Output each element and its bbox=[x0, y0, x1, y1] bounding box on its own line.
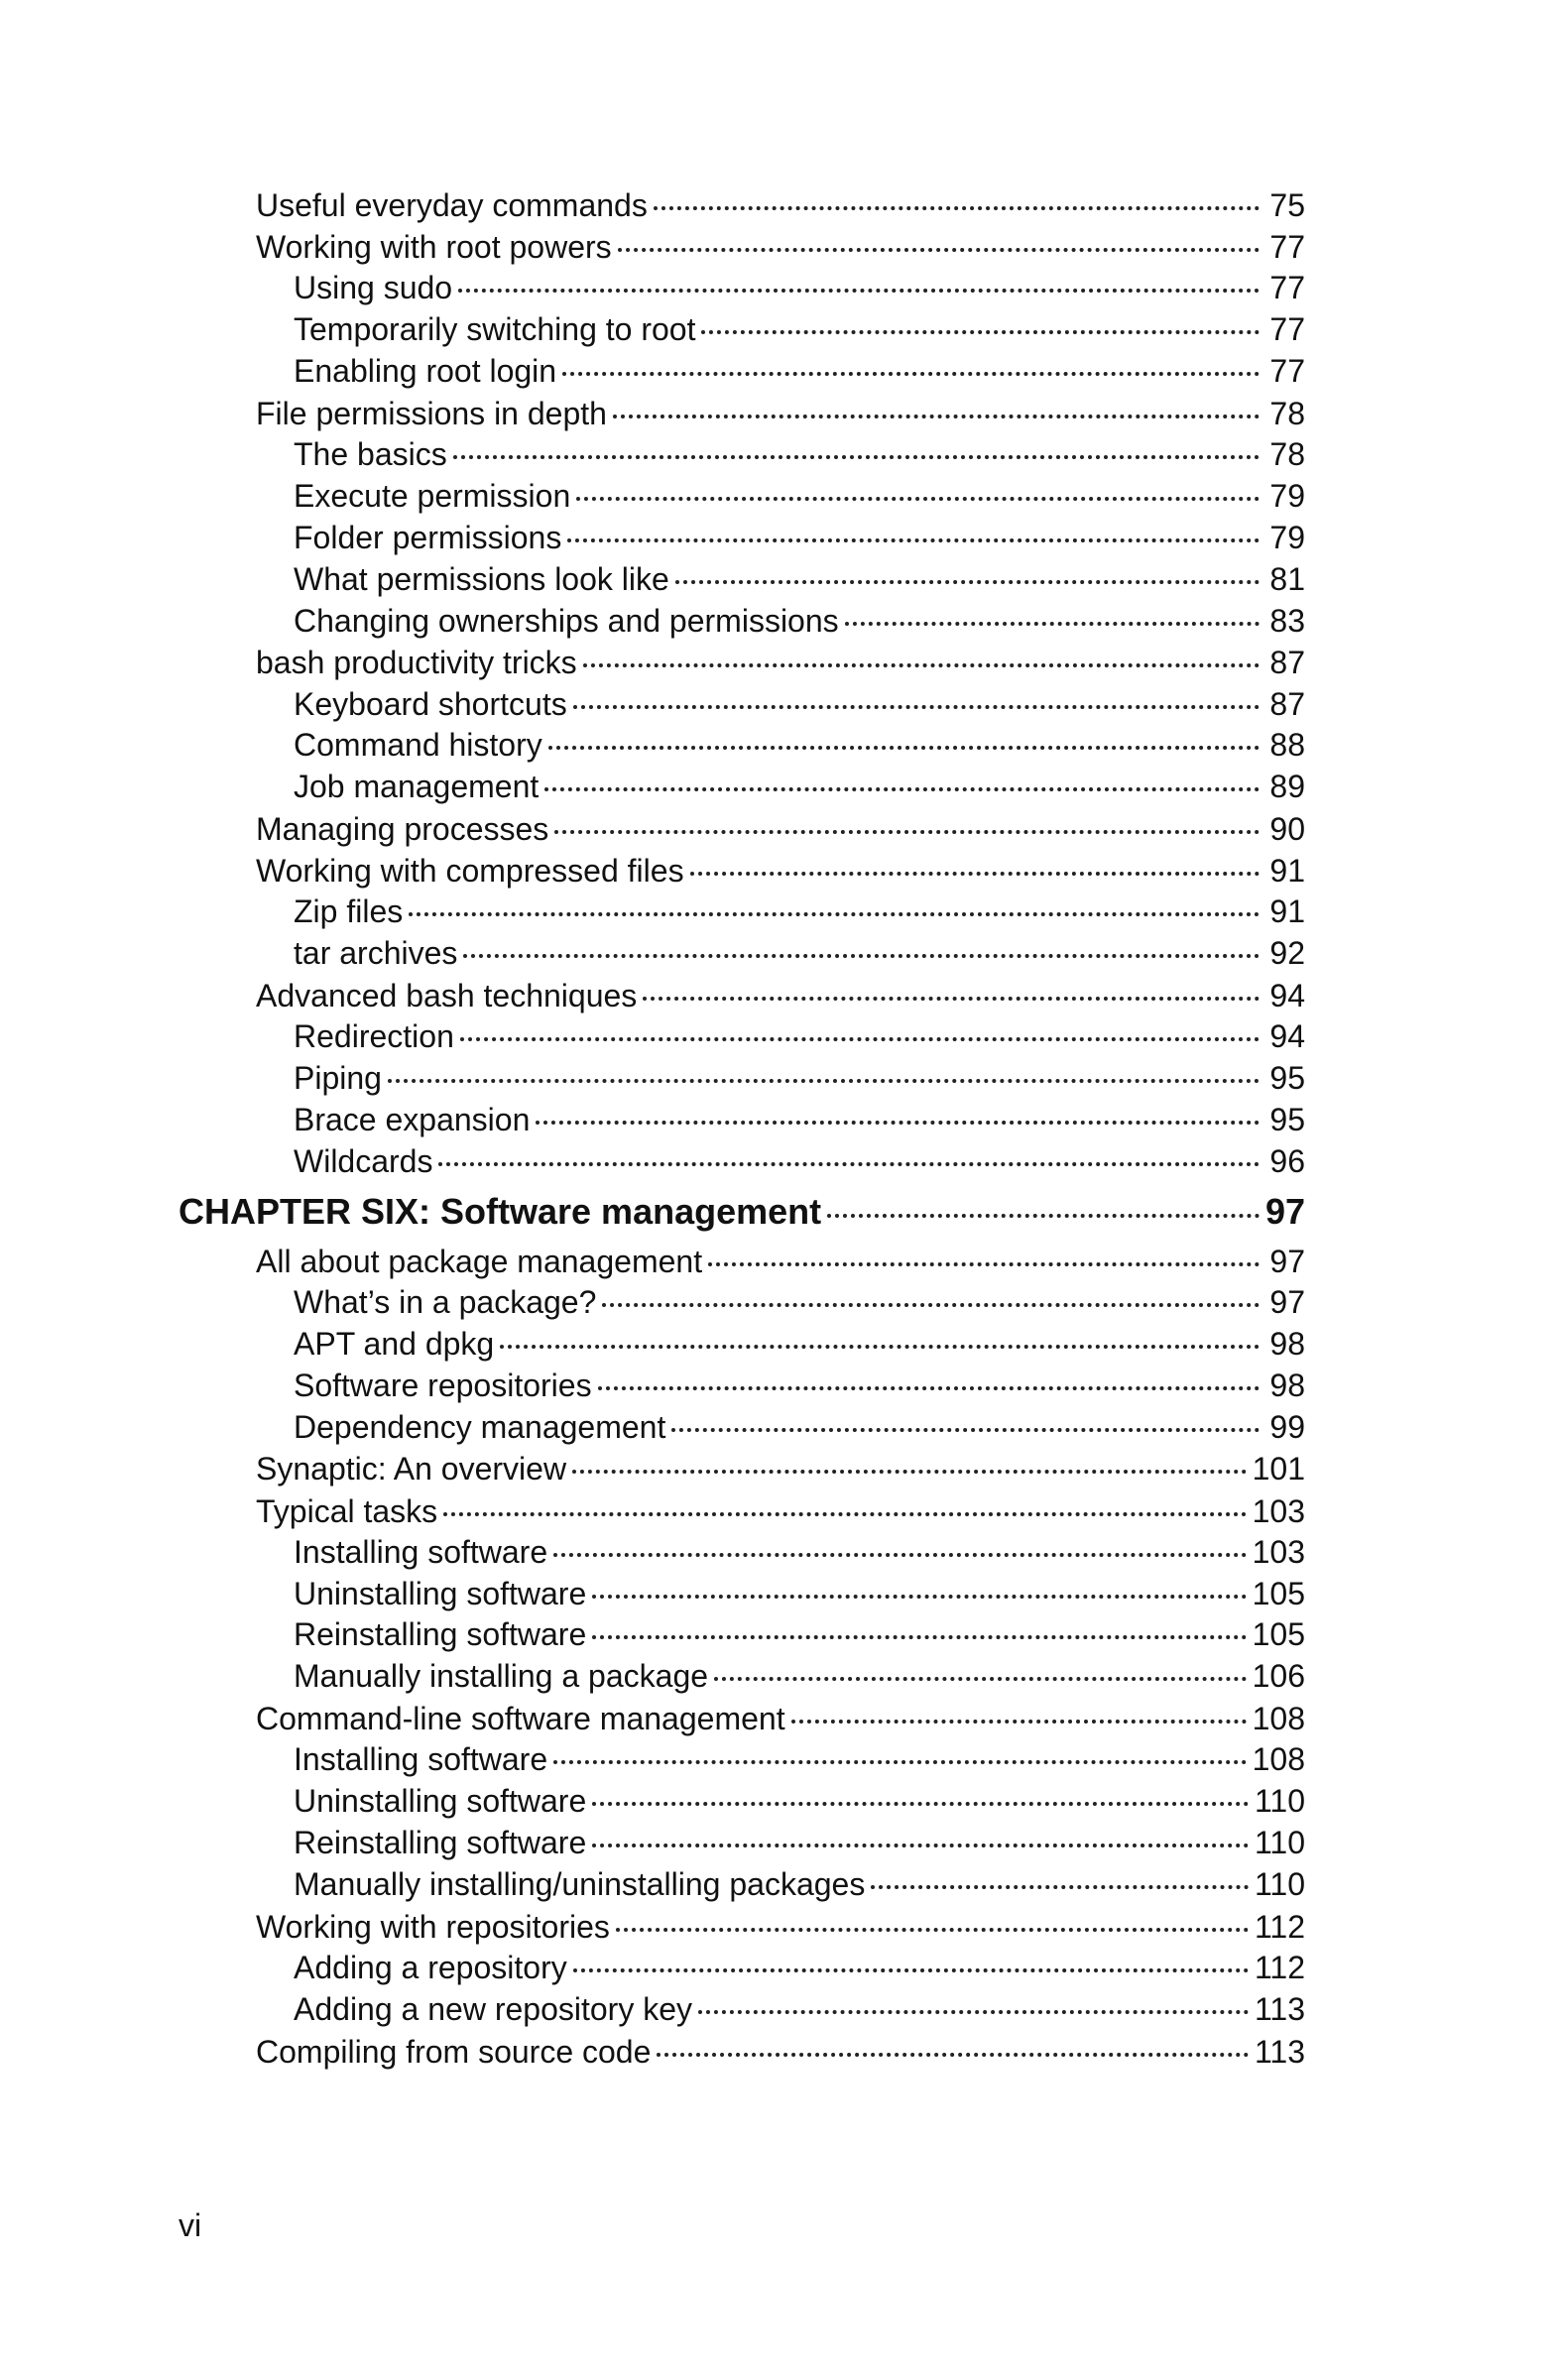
toc-entry-page: 78 bbox=[1269, 395, 1305, 431]
dot-leader bbox=[572, 1470, 1247, 1474]
dot-leader bbox=[438, 1162, 1260, 1166]
toc-entry bbox=[179, 1407, 1305, 1449]
toc-entry bbox=[179, 1241, 1305, 1282]
toc-entry bbox=[179, 268, 1305, 309]
toc-entry-title: File permissions in depth bbox=[256, 395, 607, 431]
toc-entry bbox=[179, 1366, 1305, 1407]
toc-entry-title: All about package management bbox=[256, 1243, 703, 1279]
toc-entry-title: Adding a repository bbox=[294, 1949, 567, 1985]
dot-leader bbox=[616, 1928, 1249, 1932]
dot-leader bbox=[618, 248, 1260, 252]
dot-leader bbox=[388, 1079, 1260, 1083]
toc-entry-title: Using sudo bbox=[294, 270, 453, 306]
toc-entry-page: 91 bbox=[1269, 853, 1305, 890]
toc-entry-page: 97 bbox=[1269, 1283, 1305, 1320]
toc-entry-page: 77 bbox=[1269, 229, 1305, 266]
toc-entry-page: 105 bbox=[1252, 1575, 1305, 1611]
toc-entry bbox=[179, 1739, 1305, 1781]
toc-entry bbox=[179, 2031, 1305, 2073]
toc-entry-page: 92 bbox=[1269, 935, 1305, 972]
dot-leader bbox=[460, 1037, 1260, 1041]
toc-entry-page: 95 bbox=[1269, 1060, 1305, 1097]
toc-entry-page: 79 bbox=[1269, 519, 1305, 555]
toc-entry bbox=[179, 767, 1305, 808]
dot-leader bbox=[554, 830, 1260, 834]
toc-entry-title: Managing processes bbox=[256, 811, 549, 848]
toc-entry bbox=[179, 434, 1305, 476]
toc-entry-title: Installing software bbox=[294, 1533, 548, 1570]
dot-leader bbox=[701, 330, 1260, 334]
toc-entry-page: 95 bbox=[1269, 1102, 1305, 1138]
toc-entry-page: 83 bbox=[1269, 602, 1305, 639]
toc-chapter-entry bbox=[179, 1183, 1305, 1241]
toc-entry-title: Folder permissions bbox=[294, 519, 562, 555]
toc-entry-title: Command history bbox=[294, 727, 542, 764]
toc-entry bbox=[179, 1100, 1305, 1141]
dot-leader bbox=[562, 372, 1260, 376]
toc-entry bbox=[179, 808, 1305, 850]
toc-entry-title: The basics bbox=[294, 435, 447, 472]
toc-entry-title: Brace expansion bbox=[294, 1102, 531, 1138]
toc-entry-page: 103 bbox=[1252, 1533, 1305, 1570]
dot-leader bbox=[592, 1844, 1249, 1847]
toc-entry-page: 108 bbox=[1252, 1701, 1305, 1737]
toc-entry bbox=[179, 1781, 1305, 1823]
dot-leader bbox=[500, 1345, 1260, 1349]
toc-entry bbox=[179, 642, 1305, 683]
toc-entry-title: Compiling from source code bbox=[256, 2033, 652, 2070]
toc-entry-title: Zip files bbox=[294, 893, 404, 930]
toc-entry-title: What’s in a package? bbox=[294, 1283, 597, 1320]
toc-entry bbox=[179, 1448, 1305, 1489]
dot-leader bbox=[671, 1428, 1260, 1432]
toc-entry bbox=[179, 1614, 1305, 1656]
dot-leader bbox=[576, 497, 1260, 501]
toc-entry bbox=[179, 1906, 1305, 1948]
toc-entry-page: 89 bbox=[1269, 769, 1305, 805]
toc-entry bbox=[179, 684, 1305, 726]
dot-leader bbox=[567, 538, 1260, 542]
toc-entry bbox=[179, 933, 1305, 975]
toc-entry bbox=[179, 1532, 1305, 1574]
toc-entry-title: Temporarily switching to root bbox=[294, 311, 696, 348]
toc-entry-page: 98 bbox=[1269, 1325, 1305, 1362]
dot-leader bbox=[592, 1595, 1246, 1599]
toc-entry-title: APT and dpkg bbox=[294, 1325, 495, 1362]
dot-leader bbox=[443, 1512, 1246, 1516]
dot-leader bbox=[871, 1885, 1249, 1889]
toc-entry-title: What permissions look like bbox=[294, 560, 669, 597]
toc-entry-page: 98 bbox=[1269, 1367, 1305, 1403]
toc-entry-title: Redirection bbox=[294, 1018, 454, 1055]
toc-entry-title: CHAPTER SIX: Software management bbox=[179, 1190, 822, 1232]
toc-entry-title: Changing ownerships and permissions bbox=[294, 602, 839, 639]
toc-entry bbox=[179, 1823, 1305, 1864]
toc-entry bbox=[179, 892, 1305, 933]
dot-leader bbox=[544, 787, 1260, 791]
toc-entry-title: Working with repositories bbox=[256, 1908, 610, 1945]
dot-leader bbox=[553, 1760, 1246, 1764]
toc-entry bbox=[179, 1324, 1305, 1366]
table-of-contents bbox=[179, 184, 1305, 2073]
toc-entry-page: 90 bbox=[1269, 811, 1305, 848]
toc-entry-page: 110 bbox=[1254, 1783, 1305, 1820]
toc-entry bbox=[179, 476, 1305, 518]
toc-entry-page: 101 bbox=[1252, 1451, 1305, 1488]
toc-entry bbox=[179, 1698, 1305, 1739]
toc-entry bbox=[179, 518, 1305, 559]
toc-entry-title: Useful everyday commands bbox=[256, 187, 648, 223]
toc-entry bbox=[179, 1058, 1305, 1100]
toc-entry-title: Software repositories bbox=[294, 1367, 592, 1403]
toc-entry bbox=[179, 559, 1305, 601]
toc-entry-page: 108 bbox=[1252, 1741, 1305, 1778]
toc-entry bbox=[179, 1141, 1305, 1183]
toc-entry-title: Dependency management bbox=[294, 1408, 666, 1445]
toc-entry-page: 113 bbox=[1254, 2033, 1305, 2070]
toc-entry bbox=[179, 184, 1305, 226]
toc-entry-page: 112 bbox=[1254, 1949, 1305, 1985]
dot-leader bbox=[708, 1262, 1260, 1266]
toc-entry-title: Synaptic: An overview bbox=[256, 1451, 567, 1488]
toc-entry-page: 78 bbox=[1269, 435, 1305, 472]
toc-entry-page: 87 bbox=[1269, 685, 1305, 722]
toc-entry-page: 97 bbox=[1264, 1190, 1305, 1232]
toc-entry-page: 99 bbox=[1269, 1408, 1305, 1445]
toc-entry bbox=[179, 1864, 1305, 1906]
toc-entry-page: 94 bbox=[1269, 978, 1305, 1014]
dot-leader bbox=[690, 872, 1260, 876]
dot-leader bbox=[536, 1121, 1260, 1125]
dot-leader bbox=[643, 997, 1260, 1001]
dot-leader bbox=[675, 580, 1260, 584]
toc-entry bbox=[179, 1490, 1305, 1532]
toc-entry bbox=[179, 975, 1305, 1016]
toc-entry-title: Installing software bbox=[294, 1741, 548, 1778]
toc-entry-title: Enabling root login bbox=[294, 352, 557, 389]
dot-leader bbox=[602, 1303, 1260, 1307]
toc-entry-title: Keyboard shortcuts bbox=[294, 685, 567, 722]
dot-leader bbox=[453, 455, 1260, 459]
toc-entry-title: Typical tasks bbox=[256, 1492, 438, 1529]
toc-entry-page: 105 bbox=[1252, 1616, 1305, 1653]
dot-leader bbox=[845, 622, 1260, 626]
toc-entry-title: Uninstalling software bbox=[294, 1575, 587, 1611]
dot-leader bbox=[791, 1720, 1247, 1724]
toc-entry-title: Adding a new repository key bbox=[294, 1990, 692, 2027]
dot-leader bbox=[657, 2053, 1249, 2057]
toc-entry-page: 81 bbox=[1269, 560, 1305, 597]
toc-entry-title: Execute permission bbox=[294, 477, 571, 514]
toc-entry bbox=[179, 1989, 1305, 2031]
toc-entry bbox=[179, 309, 1305, 351]
toc-entry-title: Manually installing/uninstalling packages bbox=[294, 1865, 866, 1902]
toc-entry bbox=[179, 1282, 1305, 1324]
toc-entry-page: 87 bbox=[1269, 645, 1305, 681]
dot-leader bbox=[463, 954, 1260, 958]
dot-leader bbox=[592, 1802, 1249, 1806]
page-number: vi bbox=[179, 2207, 202, 2243]
toc-entry-page: 79 bbox=[1269, 477, 1305, 514]
dot-leader bbox=[583, 663, 1260, 667]
toc-entry-page: 97 bbox=[1269, 1243, 1305, 1279]
toc-entry-title: Piping bbox=[294, 1060, 382, 1097]
toc-entry-page: 110 bbox=[1254, 1865, 1305, 1902]
toc-entry-page: 113 bbox=[1254, 1990, 1305, 2027]
toc-entry bbox=[179, 393, 1305, 434]
toc-entry-page: 103 bbox=[1252, 1492, 1305, 1529]
dot-leader bbox=[714, 1677, 1247, 1681]
dot-leader bbox=[698, 2010, 1249, 2014]
toc-entry-page: 112 bbox=[1254, 1908, 1305, 1945]
dot-leader bbox=[553, 1553, 1246, 1557]
toc-entry-page: 88 bbox=[1269, 727, 1305, 764]
toc-entry-title: Advanced bash techniques bbox=[256, 978, 638, 1014]
toc-entry-title: Reinstalling software bbox=[294, 1616, 587, 1653]
toc-entry-title: Command-line software management bbox=[256, 1701, 785, 1737]
dot-leader bbox=[827, 1214, 1260, 1218]
toc-entry bbox=[179, 850, 1305, 892]
toc-entry-page: 106 bbox=[1252, 1658, 1305, 1695]
toc-entry-page: 94 bbox=[1269, 1018, 1305, 1055]
toc-entry-title: Manually installing a package bbox=[294, 1658, 709, 1695]
toc-entry-title: Working with compressed files bbox=[256, 853, 684, 890]
dot-leader bbox=[573, 1968, 1249, 1972]
toc-entry-title: bash productivity tricks bbox=[256, 645, 577, 681]
toc-entry-page: 77 bbox=[1269, 270, 1305, 306]
toc-entry-title: Wildcards bbox=[294, 1142, 433, 1179]
toc-entry-title: tar archives bbox=[294, 935, 458, 972]
toc-entry-page: 91 bbox=[1269, 893, 1305, 930]
toc-entry-title: Uninstalling software bbox=[294, 1783, 587, 1820]
toc-entry bbox=[179, 1016, 1305, 1058]
toc-entry bbox=[179, 601, 1305, 643]
toc-entry-title: Reinstalling software bbox=[294, 1825, 587, 1861]
toc-entry-page: 77 bbox=[1269, 311, 1305, 348]
dot-leader bbox=[409, 912, 1260, 916]
toc-entry-page: 110 bbox=[1254, 1825, 1305, 1861]
toc-entry bbox=[179, 725, 1305, 767]
toc-entry-title: Working with root powers bbox=[256, 229, 612, 266]
dot-leader bbox=[548, 746, 1260, 750]
dot-leader bbox=[458, 289, 1260, 293]
dot-leader bbox=[592, 1635, 1246, 1639]
dot-leader bbox=[598, 1386, 1260, 1390]
toc-entry-page: 96 bbox=[1269, 1142, 1305, 1179]
toc-entry bbox=[179, 1574, 1305, 1615]
dot-leader bbox=[654, 206, 1260, 210]
toc-entry-page: 77 bbox=[1269, 352, 1305, 389]
dot-leader bbox=[613, 415, 1260, 418]
toc-entry-page: 75 bbox=[1269, 187, 1305, 223]
toc-entry bbox=[179, 1948, 1305, 1989]
toc-entry-title: Job management bbox=[294, 769, 540, 805]
dot-leader bbox=[573, 705, 1260, 709]
toc-entry bbox=[179, 226, 1305, 268]
toc-entry bbox=[179, 1656, 1305, 1698]
toc-entry bbox=[179, 351, 1305, 393]
